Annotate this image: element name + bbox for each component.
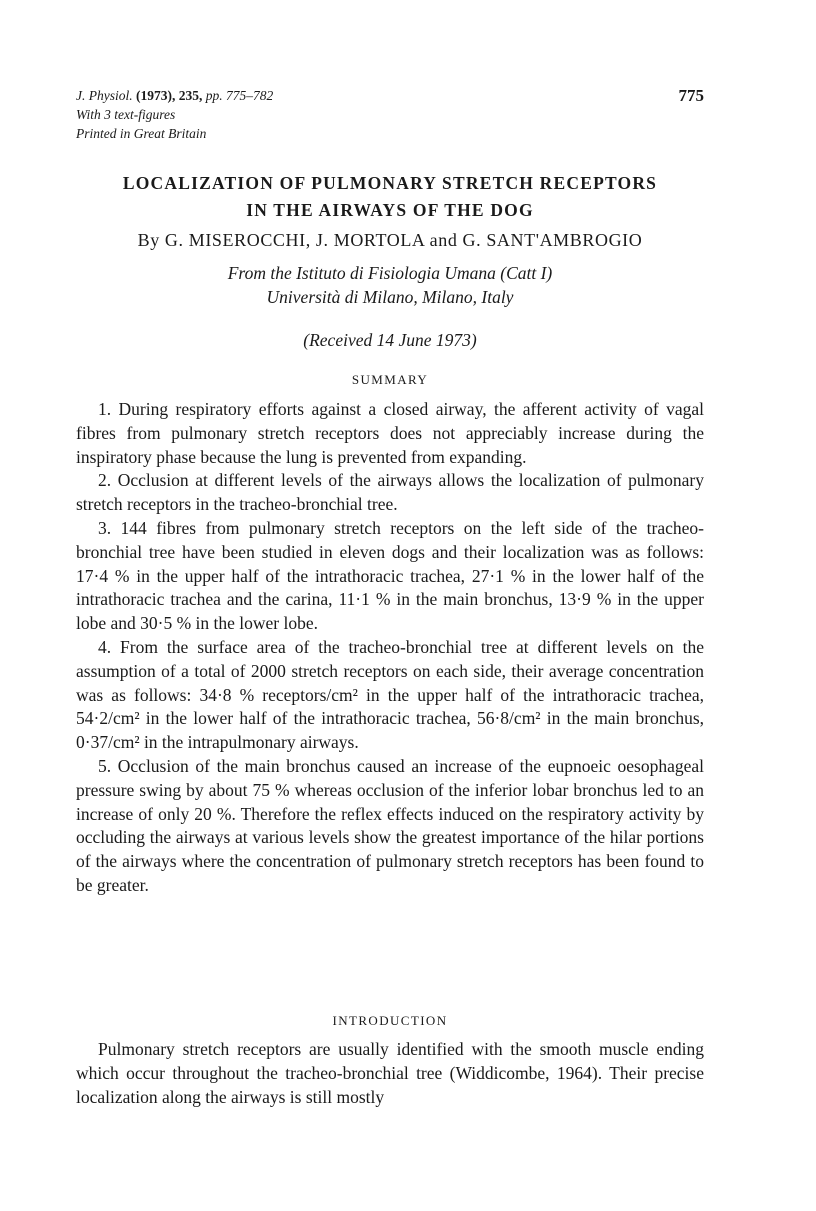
introduction-section	[76, 1038, 704, 1109]
journal-volume: 235,	[178, 88, 203, 103]
article-title	[76, 170, 704, 224]
printed-note: Printed in Great Britain	[76, 126, 207, 141]
author-line: By G. MISEROCCHI, J. MORTOLA and G. SANT'AMBROGIO	[137, 230, 643, 250]
received-date: (Received 14 June 1973)	[303, 330, 477, 350]
title-line-2: IN THE AIRWAYS OF THE DOG	[246, 200, 534, 220]
page-number: 775	[678, 86, 704, 105]
affiliation	[76, 261, 704, 309]
affiliation-line-2: Università di Milano, Milano, Italy	[266, 287, 514, 307]
summary-item-1: 1. During respiratory efforts against a closed airway, the afferent activity of vagal fibres from pulmonary stretch receptors does not appreciably increase during the inspiratory phase because the lung is prevented from expanding.	[76, 399, 704, 467]
summary-item-4: 4. From the surface area of the tracheo-bronchial tree at different levels on the assumption of a total of 2000 stretch receptors on each side, their average concentration was as follows: 34·8 % receptors/cm² in the upper half of the intrathoracic trachea, 54·2/cm² in the lower half of the intrathoracic trachea, 56·8/cm² in the main bronchus, 0·37/cm² in the intrapulmonary airways.	[76, 636, 704, 753]
summary-section	[76, 398, 704, 898]
summary-heading: SUMMARY	[351, 372, 429, 387]
summary-item-3: 3. 144 fibres from pulmonary stretch receptors on the left side of the tracheo-bronchial tree have been studied in eleven dogs and their localization was as follows: 17·4 % in the upper half of the intrathoracic trachea, 27·1 % in the lower half of the intrathoracic trachea and the carina, 11·1 % in the main bronchus, 13·9 % in the upper lobe and 30·5 % in the lower lobe.	[76, 517, 704, 634]
summary-item-2: 2. Occlusion at different levels of the airways allows the localization of pulmonary stretch receptors in the tracheo-bronchial tree.	[76, 470, 704, 515]
title-line-1: LOCALIZATION OF PULMONARY STRETCH RECEPTORS	[122, 173, 658, 193]
introduction-paragraph: Pulmonary stretch receptors are usually identified with the smooth muscle ending which occur throughout the tracheo-bronchial tree (Widdicombe, 1964). Their precise localization along the airways is still mostly	[76, 1039, 704, 1107]
introduction-heading: INTRODUCTION	[332, 1013, 448, 1028]
journal-name: J. Physiol.	[76, 88, 133, 103]
summary-item-5: 5. Occlusion of the main bronchus caused an increase of the eupnoeic oesophageal pressure swing by about 75 % whereas occlusion of the inferior lobar bronchus led to an increase of only 20 %. Therefore the reflex effects induced on the respiratory activity by occluding the airways at various levels show the greatest importance of the hilar portions of the airways where the concentration of pulmonary stretch receptors has been found to be greater.	[76, 755, 704, 895]
page-header	[76, 86, 704, 143]
figures-note: With 3 text-figures	[76, 107, 176, 122]
journal-pages: pp. 775–782	[205, 88, 274, 103]
affiliation-line-1: From the Istituto di Fisiologia Umana (Catt I)	[227, 263, 553, 283]
citation-line	[76, 86, 704, 105]
journal-year: (1973),	[136, 88, 176, 103]
